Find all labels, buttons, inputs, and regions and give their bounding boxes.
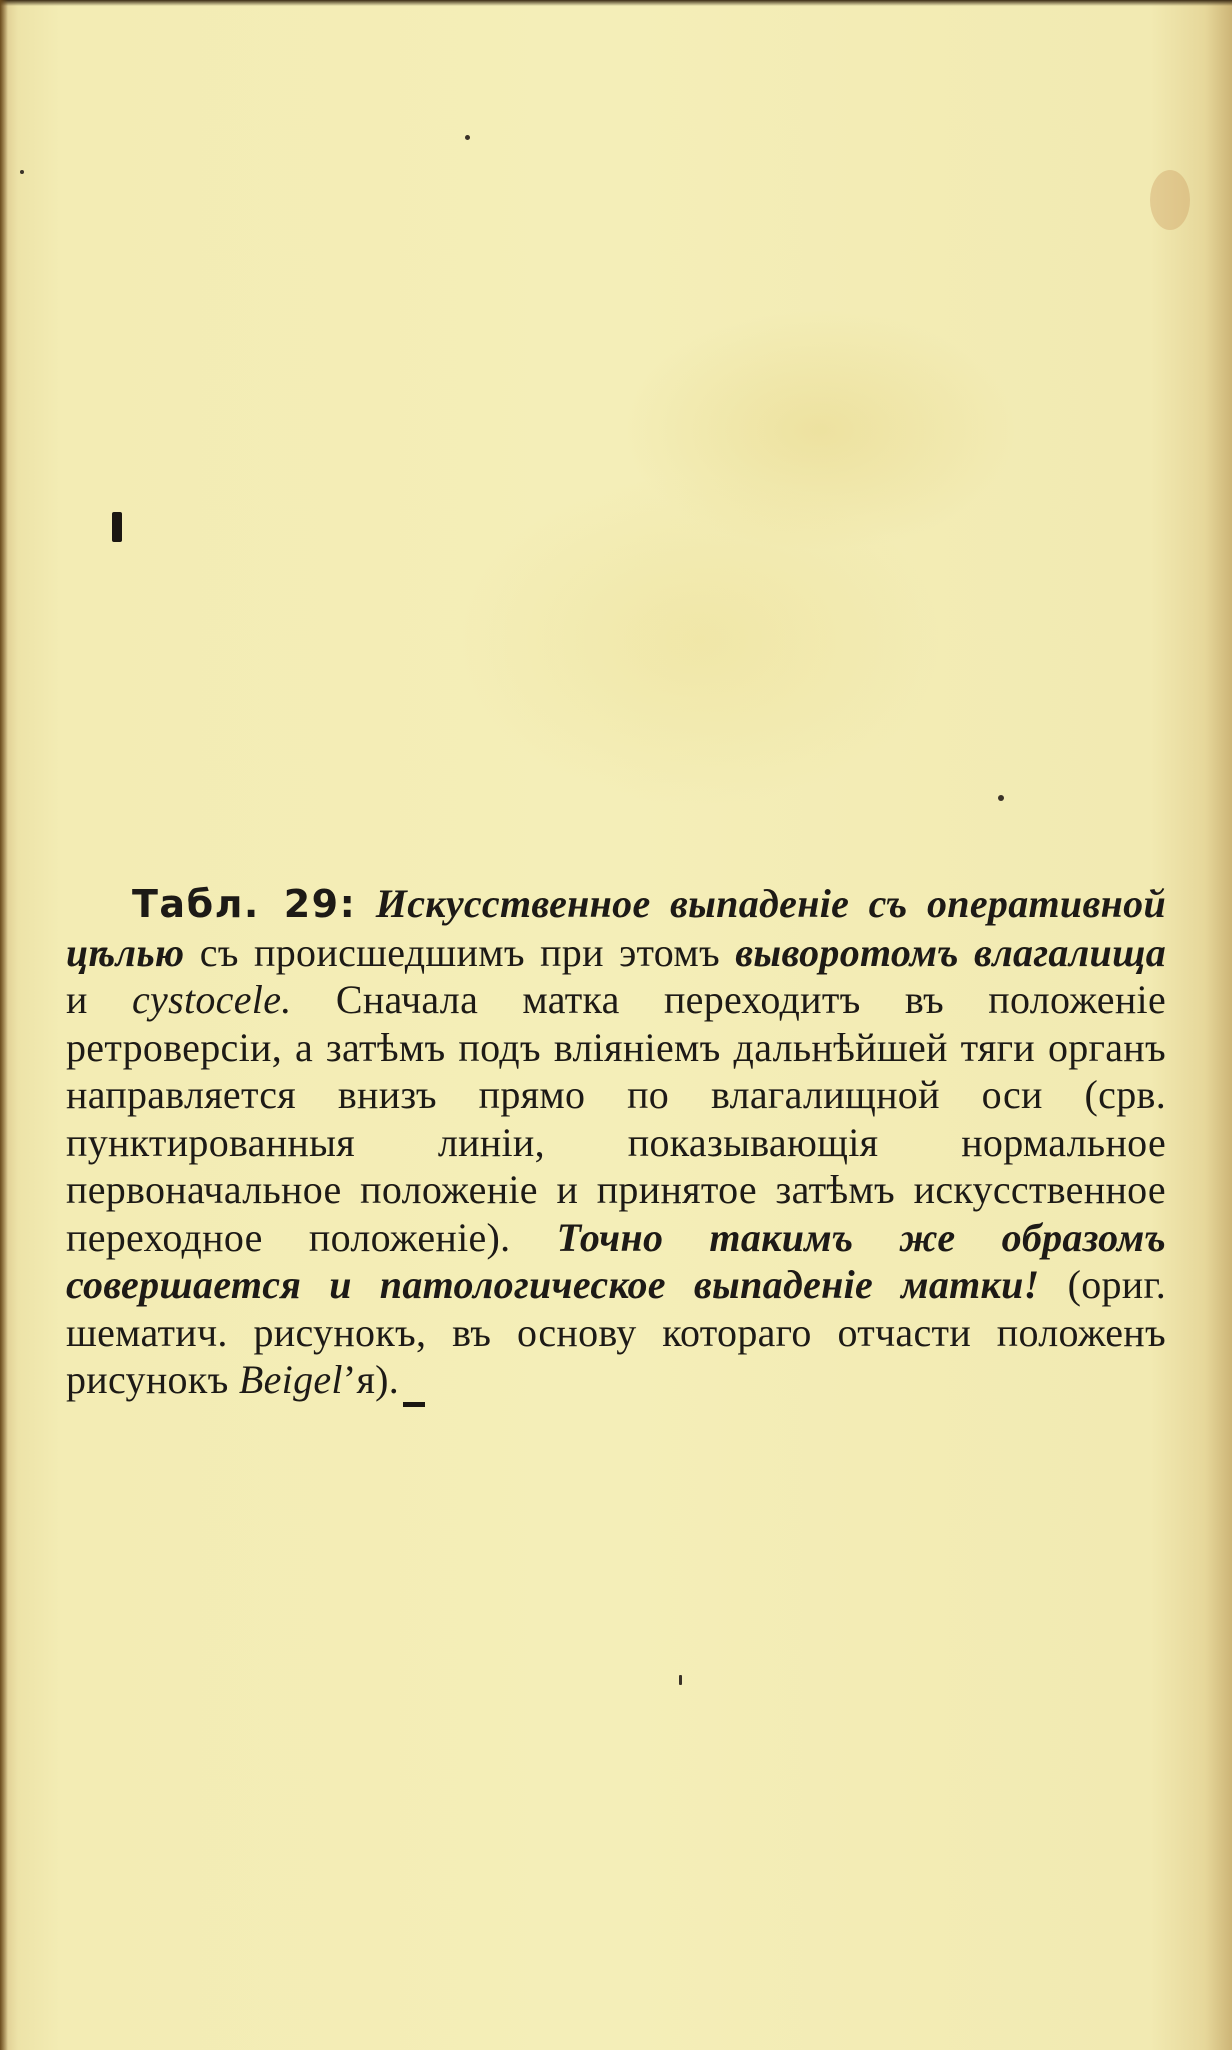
paper-speck <box>465 135 470 140</box>
caption-text: Сначала матка переходитъ въ положеніе ретроверсіи, а затѣмъ подъ вліяніемъ дальнѣйшей тяги органъ направляется внизъ прямо по влагалищной оси (срв. пунктированныя линіи, показывающія нормальное первоначальное положеніе и принятое затѣмъ искусственное переходное положеніе). <box>66 977 1166 1260</box>
table-number: Табл. 29: <box>132 882 357 926</box>
paper-speck <box>998 795 1004 801</box>
caption-term: выворотомъ влагалища <box>735 929 1166 975</box>
table-caption-paragraph <box>66 880 1166 1407</box>
author-name: Beigel <box>238 1357 343 1402</box>
caption-text: и <box>66 977 88 1022</box>
caption-term: cystocele. <box>132 977 292 1022</box>
paper-speck <box>20 170 24 174</box>
caption-title: Искусственное выпаденіе съ оперативной цѣлью <box>66 881 1166 975</box>
paper-speck <box>679 1675 682 1685</box>
caption-text: (ориг. шематич. рисунокъ, въ основу котораго отчасти положенъ рисунокъ <box>66 1262 1166 1402</box>
caption-text: ’я). <box>342 1357 400 1402</box>
caption-text: съ происшедшимъ при этомъ <box>199 929 720 975</box>
end-mark <box>403 1402 425 1407</box>
paper-stain <box>1150 170 1190 230</box>
page-left-edge <box>0 0 8 2050</box>
page-top-edge <box>0 0 1232 6</box>
margin-mark <box>112 512 122 542</box>
caption-emphasis: Точно такимъ же образомъ совершается и патологическое выпаденіе матки! <box>66 1214 1166 1307</box>
